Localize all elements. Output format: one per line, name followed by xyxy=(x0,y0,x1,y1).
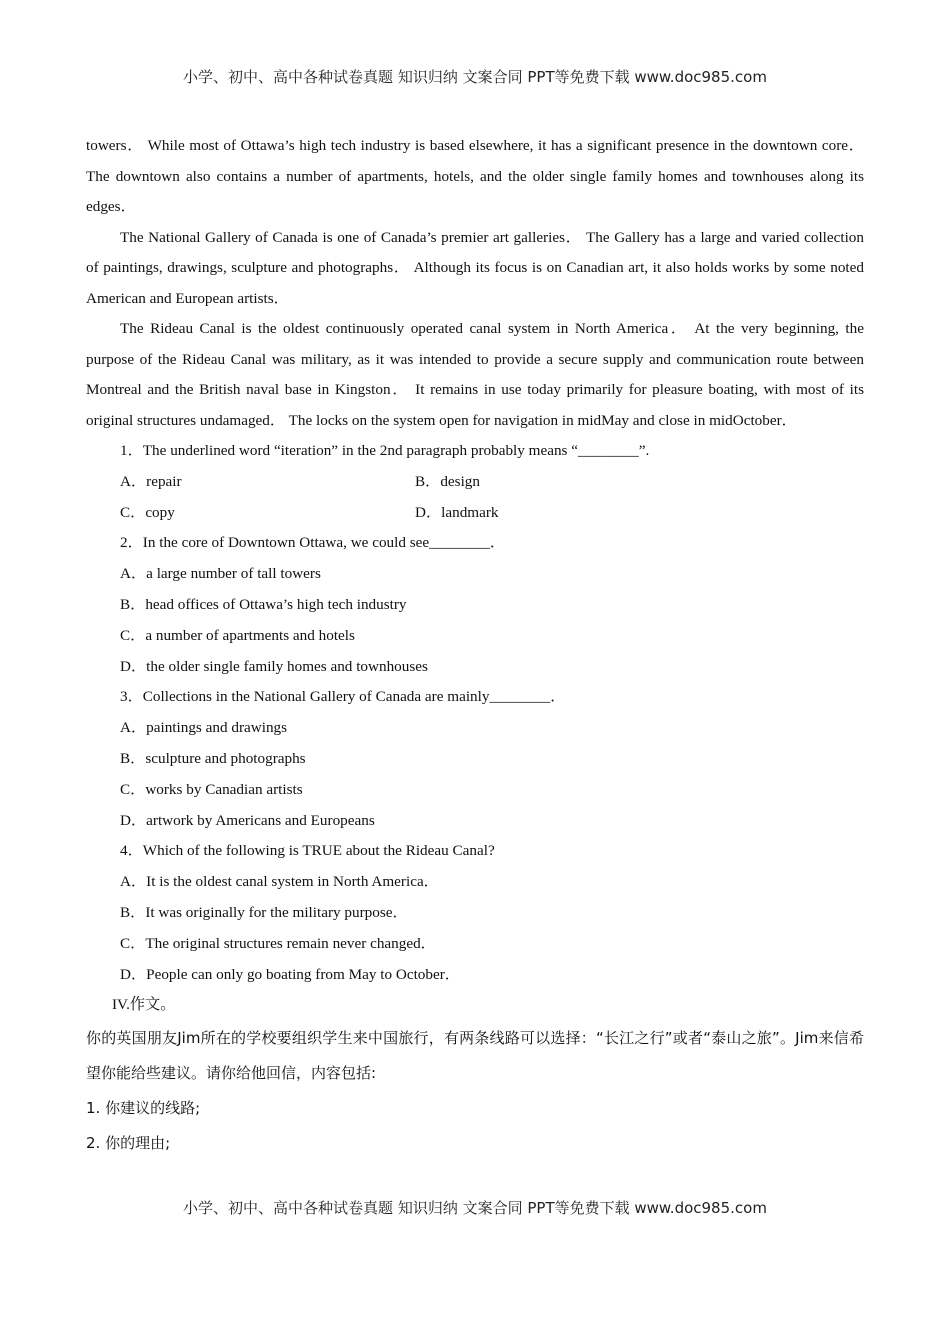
question-2-option-a: A．a large number of tall towers xyxy=(120,565,321,583)
question-1-stem: 1．The underlined word “iteration” in the 2nd paragraph probably means “________”. xyxy=(120,442,650,459)
question-3-stem: 3．Collections in the National Gallery of Canada are mainly________． xyxy=(120,688,566,706)
document-body xyxy=(86,131,864,1161)
question-2-option-c: C．a number of apartments and hotels xyxy=(120,626,355,644)
question-1-option-c: C．copy xyxy=(120,503,175,521)
page-footer: 小学、初中、高中各种试卷真题 知识归纳 文案合同 PPT等免费下载 www.doc985.com xyxy=(183,1199,767,1217)
question-1-option-a: A．repair xyxy=(120,472,182,490)
page-header: 小学、初中、高中各种试卷真题 知识归纳 文案合同 PPT等免费下载 www.doc985.com xyxy=(183,68,767,86)
paragraph-national-gallery: The National Gallery of Canada is one of Canada’s premier art galleries． The Gallery has a large and varied collection of paintings, drawings, sculpture and photographs． Although its focus is on Canadian art, it also holds works by some noted American and European artists． xyxy=(86,228,864,307)
question-2-option-b: B．head offices of Ottawa’s high tech industry xyxy=(120,595,407,613)
question-4-option-d: D．People can only go boating from May to October． xyxy=(120,965,460,983)
question-3-option-b: B．sculpture and photographs xyxy=(120,749,306,767)
writing-section-heading: IV.作文。 xyxy=(112,996,176,1014)
writing-item-1: 1. 你建议的线路; xyxy=(86,1099,201,1118)
question-2-stem: 2．In the core of Downtown Ottawa, we could see________． xyxy=(120,534,506,552)
question-4-option-b: B．It was originally for the military purpose． xyxy=(120,903,408,921)
paragraph-rideau-canal: The Rideau Canal is the oldest continuously operated canal system in North America． At the very beginning, the purpose of the Rideau Canal was military, as it was intended to provide a secure supply and communication route between Montreal and the British naval base in Kingston． It remains in use today primarily for pleasure boating, with most of its original structures undamaged． The locks on the system open for navigation in midMay and close in midOctober． xyxy=(86,320,864,429)
question-3-option-c: C．works by Canadian artists xyxy=(120,780,303,798)
question-4-stem: 4．Which of the following is TRUE about the Rideau Canal? xyxy=(120,842,495,860)
question-3-option-d: D．artwork by Americans and Europeans xyxy=(120,811,375,829)
writing-item-2: 2. 你的理由; xyxy=(86,1134,171,1153)
question-4-option-a: A．It is the oldest canal system in North America． xyxy=(120,873,439,891)
question-2-option-d: D．the older single family homes and townhouses xyxy=(120,657,428,675)
question-1-option-b: B．design xyxy=(415,472,480,490)
question-4-option-c: C．The original structures remain never changed． xyxy=(120,934,436,952)
question-1-options-row-1 xyxy=(86,467,864,498)
question-1-options-row-2 xyxy=(86,498,864,529)
writing-prompt: 你的英国朋友Jim所在的学校要组织学生来中国旅行，有两条线路可以选择：“长江之行”或者“泰山之旅”。Jim来信希望你能给些建议。请你给他回信，内容包括: xyxy=(86,1029,864,1083)
question-1-option-d: D．landmark xyxy=(415,503,499,521)
paragraph-downtown: towers． While most of Ottawa’s high tech industry is based elsewhere, it has a significant presence in the downtown core． The downtown also contains a number of apartments, hotels, and the older single family homes and townhouses along its edges． xyxy=(86,137,864,215)
question-3-option-a: A．paintings and drawings xyxy=(120,719,288,737)
